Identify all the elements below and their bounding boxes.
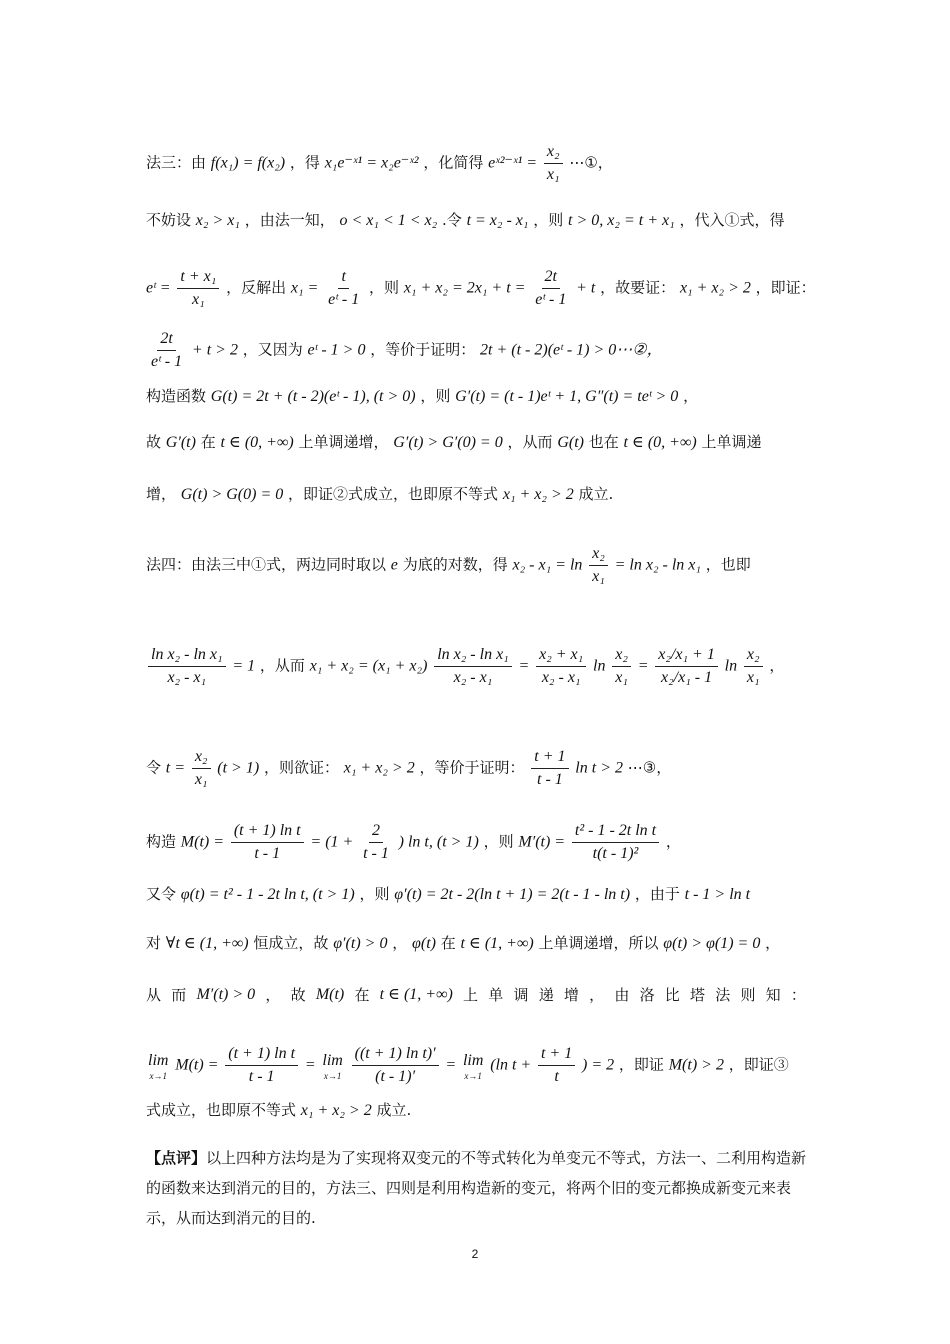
fraction: $\frac{t + 1}{t}$ [538, 1045, 575, 1086]
limit-operator: lim x→1 [322, 1051, 343, 1081]
fraction: $\frac{\text{((t + 1) ln t)′}}{(t - 1)'}$ [352, 1045, 439, 1086]
fraction: $\frac{\text{x₂}}{\text{x₁}}$ [612, 646, 631, 687]
fraction: $\frac{\text{ln x₂ - ln x₁}}{\text{x₂ - x₁}}$ [434, 646, 512, 687]
method4-line2: $\frac{\text{ln x₂ - ln x₁}}{\text{x₂ - x₁}}$ = 1 ，从而 x₁ + x₂ = (x₁ + x₂) $\frac{\text{ln x₂ - ln x₁}}{\text{x₂ - x₁}}$ = $\frac{\text{x₂ + x₁}}{\text{x₂ - x₁}}$ ln $\frac{\text{x₂}}{\text{x₁}}$ = $\frac{\text{x₂/x₁ + 1}}{\text{x₂/x₁ - 1}}$ ln $\frac{\text{x₂}}{\text{x₁}}$ ， [146, 646, 784, 687]
method3-line3: eᵗ = $\frac{\text{t + x₁}}{\text{x₁}}$ ，反解出 x₁ = $\frac{t}{\text{eᵗ - 1}}$ ，则 x₁ + x₂ = 2x₁ + t = $\frac{2t}{\text{eᵗ - 1}}$ + t ，故要证： x₁ + x₂ > 2 ，即证： [146, 268, 816, 308]
page-number: 2 [471, 1247, 479, 1261]
fraction: $\frac{\text{ln x₂ - ln x₁}}{\text{x₂ - x₁}}$ [148, 646, 226, 687]
method3-line6: 故 G′(t) 在 t ∈ (0, +∞) 上单调递增， G′(t) > G′(0) = 0 ，从而 G(t) 也在 t ∈ (0, +∞) 上单调递 [146, 433, 762, 451]
fraction: $\frac{\text{x₂ + x₁}}{\text{x₂ - x₁}}$ [536, 646, 586, 687]
method3-line2: 不妨设 x₂ > x₁ ，由法一知， o < x₁ < 1 < x₂ .令 t = x₂ - x₁ ，则 t > 0, x₂ = t + x₁ ，代入①式，得 [146, 211, 785, 229]
fraction: $\frac{t + 1}{t - 1}$ [531, 748, 568, 789]
fraction: $\frac{\text{x₂}}{\text{x₁}}$ [544, 143, 563, 184]
fraction: $\frac{\text{(t + 1) ln t}}{t - 1}$ [225, 1045, 298, 1086]
method4-line9: 式成立，也即原不等式 x₁ + x₂ > 2 成立. [146, 1101, 412, 1119]
method4-line6: 对 ∀t ∈ (1, +∞) 恒成立，故 φ′(t) > 0 ， φ(t) 在 t ∈ (1, +∞) 上单调递增，所以 φ(t) > φ(1) = 0 ， [146, 934, 781, 952]
fraction: $\frac{t}{\text{eᵗ - 1}}$ [328, 268, 360, 308]
fraction: $\frac{\text{x₂}}{\text{x₁}}$ [744, 646, 763, 687]
fraction: $\frac{\text{t + x₁}}{\text{x₁}}$ [177, 268, 219, 309]
method3-line1: 法三：由 f(x₁) = f(x₂) ，得 x₁e⁻ˣ¹ = x₂e⁻ˣ² ，化简得 eˣ²⁻ˣ¹ = $\frac{\text{x₂}}{\text{x₁}}$ ⋯①， [146, 143, 613, 183]
fraction: $\frac{\text{x₂}}{\text{x₁}}$ [589, 545, 608, 586]
limit-operator: lim x→1 [148, 1051, 169, 1081]
method4-line4: 构造 M(t) = $\frac{\text{(t + 1) ln t}}{t - 1}$ = (1 + $\frac{2}{t - 1}$ ) ln t, (t > 1) ，则 M′(t) = $\frac{\text{t² - 1 - 2t ln t}}{\text{t(t - 1)²}}$ ， [146, 822, 681, 862]
method4-line7: 从 而 M′(t) > 0 ， 故 M(t) 在 t ∈ (1, +∞) 上 单 调 递 增 ， 由 洛 比 塔 法 则 知 ： [146, 986, 806, 1004]
method4-line1: 法四：由法三中①式，两边同时取以 e 为底的对数，得 x₂ - x₁ = ln $\frac{\text{x₂}}{\text{x₁}}$ = ln x₂ - ln x₁ ，也即 [146, 545, 751, 585]
method3-line7: 增， G(t) > G(0) = 0 ，即证②式成立，也即原不等式 x₁ + x₂ > 2 成立. [146, 485, 614, 503]
method4-line8: lim x→1 M(t) = $\frac{\text{(t + 1) ln t}}{t - 1}$ = lim x→1 $\frac{\text{((t + 1) ln t)′}}{(t - 1)'}$ = lim x→1 (ln t + $\frac{t + 1}{t}$ ) = 2 ，即证 M(t) > 2 ，即证③ [148, 1045, 789, 1085]
method4-line5: 又令 φ(t) = t² - 1 - 2t ln t, (t > 1) ，则 φ′(t) = 2t - 2(ln t + 1) = 2(t - 1 - ln t) ，由于 t - 1 > ln t [146, 885, 751, 903]
comment-paragraph [146, 1143, 810, 1233]
fraction: $\frac{\text{t² - 1 - 2t ln t}}{\text{t(t - 1)²}}$ [572, 822, 659, 863]
fraction: $\frac{2t}{\text{eᵗ - 1}}$ [535, 268, 567, 308]
method3-line5: 构造函数 G(t) = 2t + (t - 2)(eᵗ - 1), (t > 0) ，则 G′(t) = (t - 1)eᵗ + 1, G″(t) = teᵗ > 0 ， [146, 387, 699, 405]
comment-label: 【点评】 [146, 1149, 207, 1167]
method3-line4: $\frac{2t}{\text{eᵗ - 1}}$ + t > 2 ，又因为 eᵗ - 1 > 0 ，等价于证明： 2t + (t - 2)(eᵗ - 1) > 0⋯②， [146, 330, 663, 371]
fraction: $\frac{2}{t - 1}$ [363, 822, 389, 862]
fraction: $\frac{2t}{\text{eᵗ - 1}}$ [151, 330, 183, 370]
fraction: $\frac{\text{(t + 1) ln t}}{t - 1}$ [231, 822, 304, 863]
comment-text: 以上四种方法均是为了实现将双变元的不等式转化为单变元不等式，方法一、二利用构造新的函数来达到消元的目的，方法三、四则是利用构造新的变元，将两个旧的变元都换成新变元来表示，从而达到消元的目的. [146, 1149, 807, 1227]
fraction: $\frac{\text{x₂}}{\text{x₁}}$ [192, 748, 211, 789]
fraction: $\frac{\text{x₂/x₁ + 1}}{\text{x₂/x₁ - 1}}$ [655, 646, 718, 687]
limit-operator: lim x→1 [462, 1051, 484, 1081]
method4-line3: 令 t = $\frac{\text{x₂}}{\text{x₁}}$ (t > 1) ，则欲证： x₁ + x₂ > 2 ，等价于证明： $\frac{t + 1}{t - 1}$ ln t > 2 ⋯③， [146, 748, 672, 788]
